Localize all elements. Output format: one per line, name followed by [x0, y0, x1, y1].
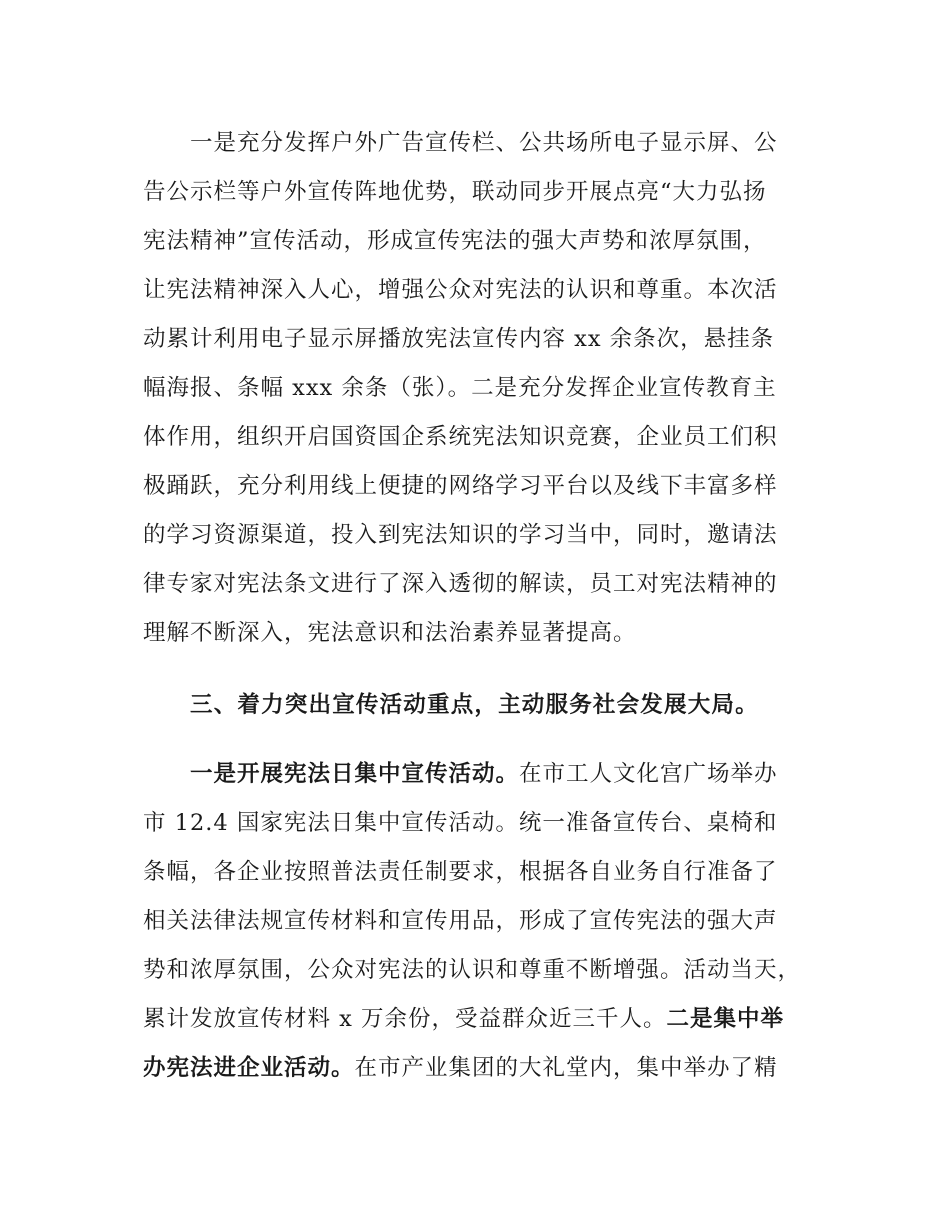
- paragraph-line: 宪法精神”宣传活动，形成宣传宪法的强大声势和浓厚氛围，: [143, 228, 767, 254]
- paragraph-line: 体作用，组织开启国资国企系统宪法知识竞赛，企业员工们积: [143, 424, 778, 450]
- paragraph-line: 动累计利用电子显示屏播放宪法宣传内容 xx 余条次，悬挂条: [143, 326, 775, 352]
- paragraph-line: 幅海报、条幅 xxx 余条（张）。二是充分发挥企业宣传教育主: [143, 375, 777, 401]
- paragraph-line: 条幅，各企业按照普法责任制要求，根据各自业务自行准备了: [143, 859, 778, 885]
- paragraph-line: 一是充分发挥户外广告宣传栏、公共场所电子显示屏、公: [190, 130, 778, 156]
- paragraph-line: [143, 1004, 784, 1034]
- paragraph-line: 极踊跃，充分利用线上便捷的网络学习平台以及线下丰富多样: [143, 473, 778, 499]
- paragraph-line: [190, 759, 778, 789]
- bold-lead: 办宪法进企业活动。: [143, 1055, 355, 1081]
- paragraph-line: 的学习资源渠道，投入到宪法知识的学习当中，同时，邀请法: [143, 522, 778, 548]
- paragraph-line: 势和浓厚氛围，公众对宪法的认识和尊重不断增强。活动当天，: [143, 957, 802, 983]
- section-heading: 三、着力突出宣传活动重点，主动服务社会发展大局。: [190, 692, 759, 718]
- line-text: 在市工人文化宫广场举办: [519, 761, 778, 787]
- paragraph-line: 律专家对宪法条文进行了深入透彻的解读，员工对宪法精神的: [143, 571, 778, 597]
- paragraph-line: 相关法律法规宣传材料和宣传用品，形成了宣传宪法的强大声: [143, 908, 778, 934]
- paragraph-line: [143, 1053, 778, 1083]
- bold-lead: 二是集中举: [666, 1006, 785, 1032]
- line-text: 累计发放宣传材料 x 万余份，受益群众近三千人。: [143, 1006, 667, 1032]
- line-text: 在市产业集团的大礼堂内，集中举办了精: [354, 1055, 778, 1081]
- paragraph-line: 理解不断深入，宪法意识和法治素养显著提高。: [143, 620, 637, 646]
- paragraph-line: 市 12.4 国家宪法日集中宣传活动。统一准备宣传台、桌椅和: [143, 810, 778, 836]
- paragraph-line: 告公示栏等户外宣传阵地优势，联动同步开展点亮“大力弘扬: [143, 179, 767, 205]
- paragraph-line: 让宪法精神深入人心，增强公众对宪法的认识和尊重。本次活: [143, 277, 778, 303]
- bold-lead: 一是开展宪法日集中宣传活动。: [190, 761, 520, 787]
